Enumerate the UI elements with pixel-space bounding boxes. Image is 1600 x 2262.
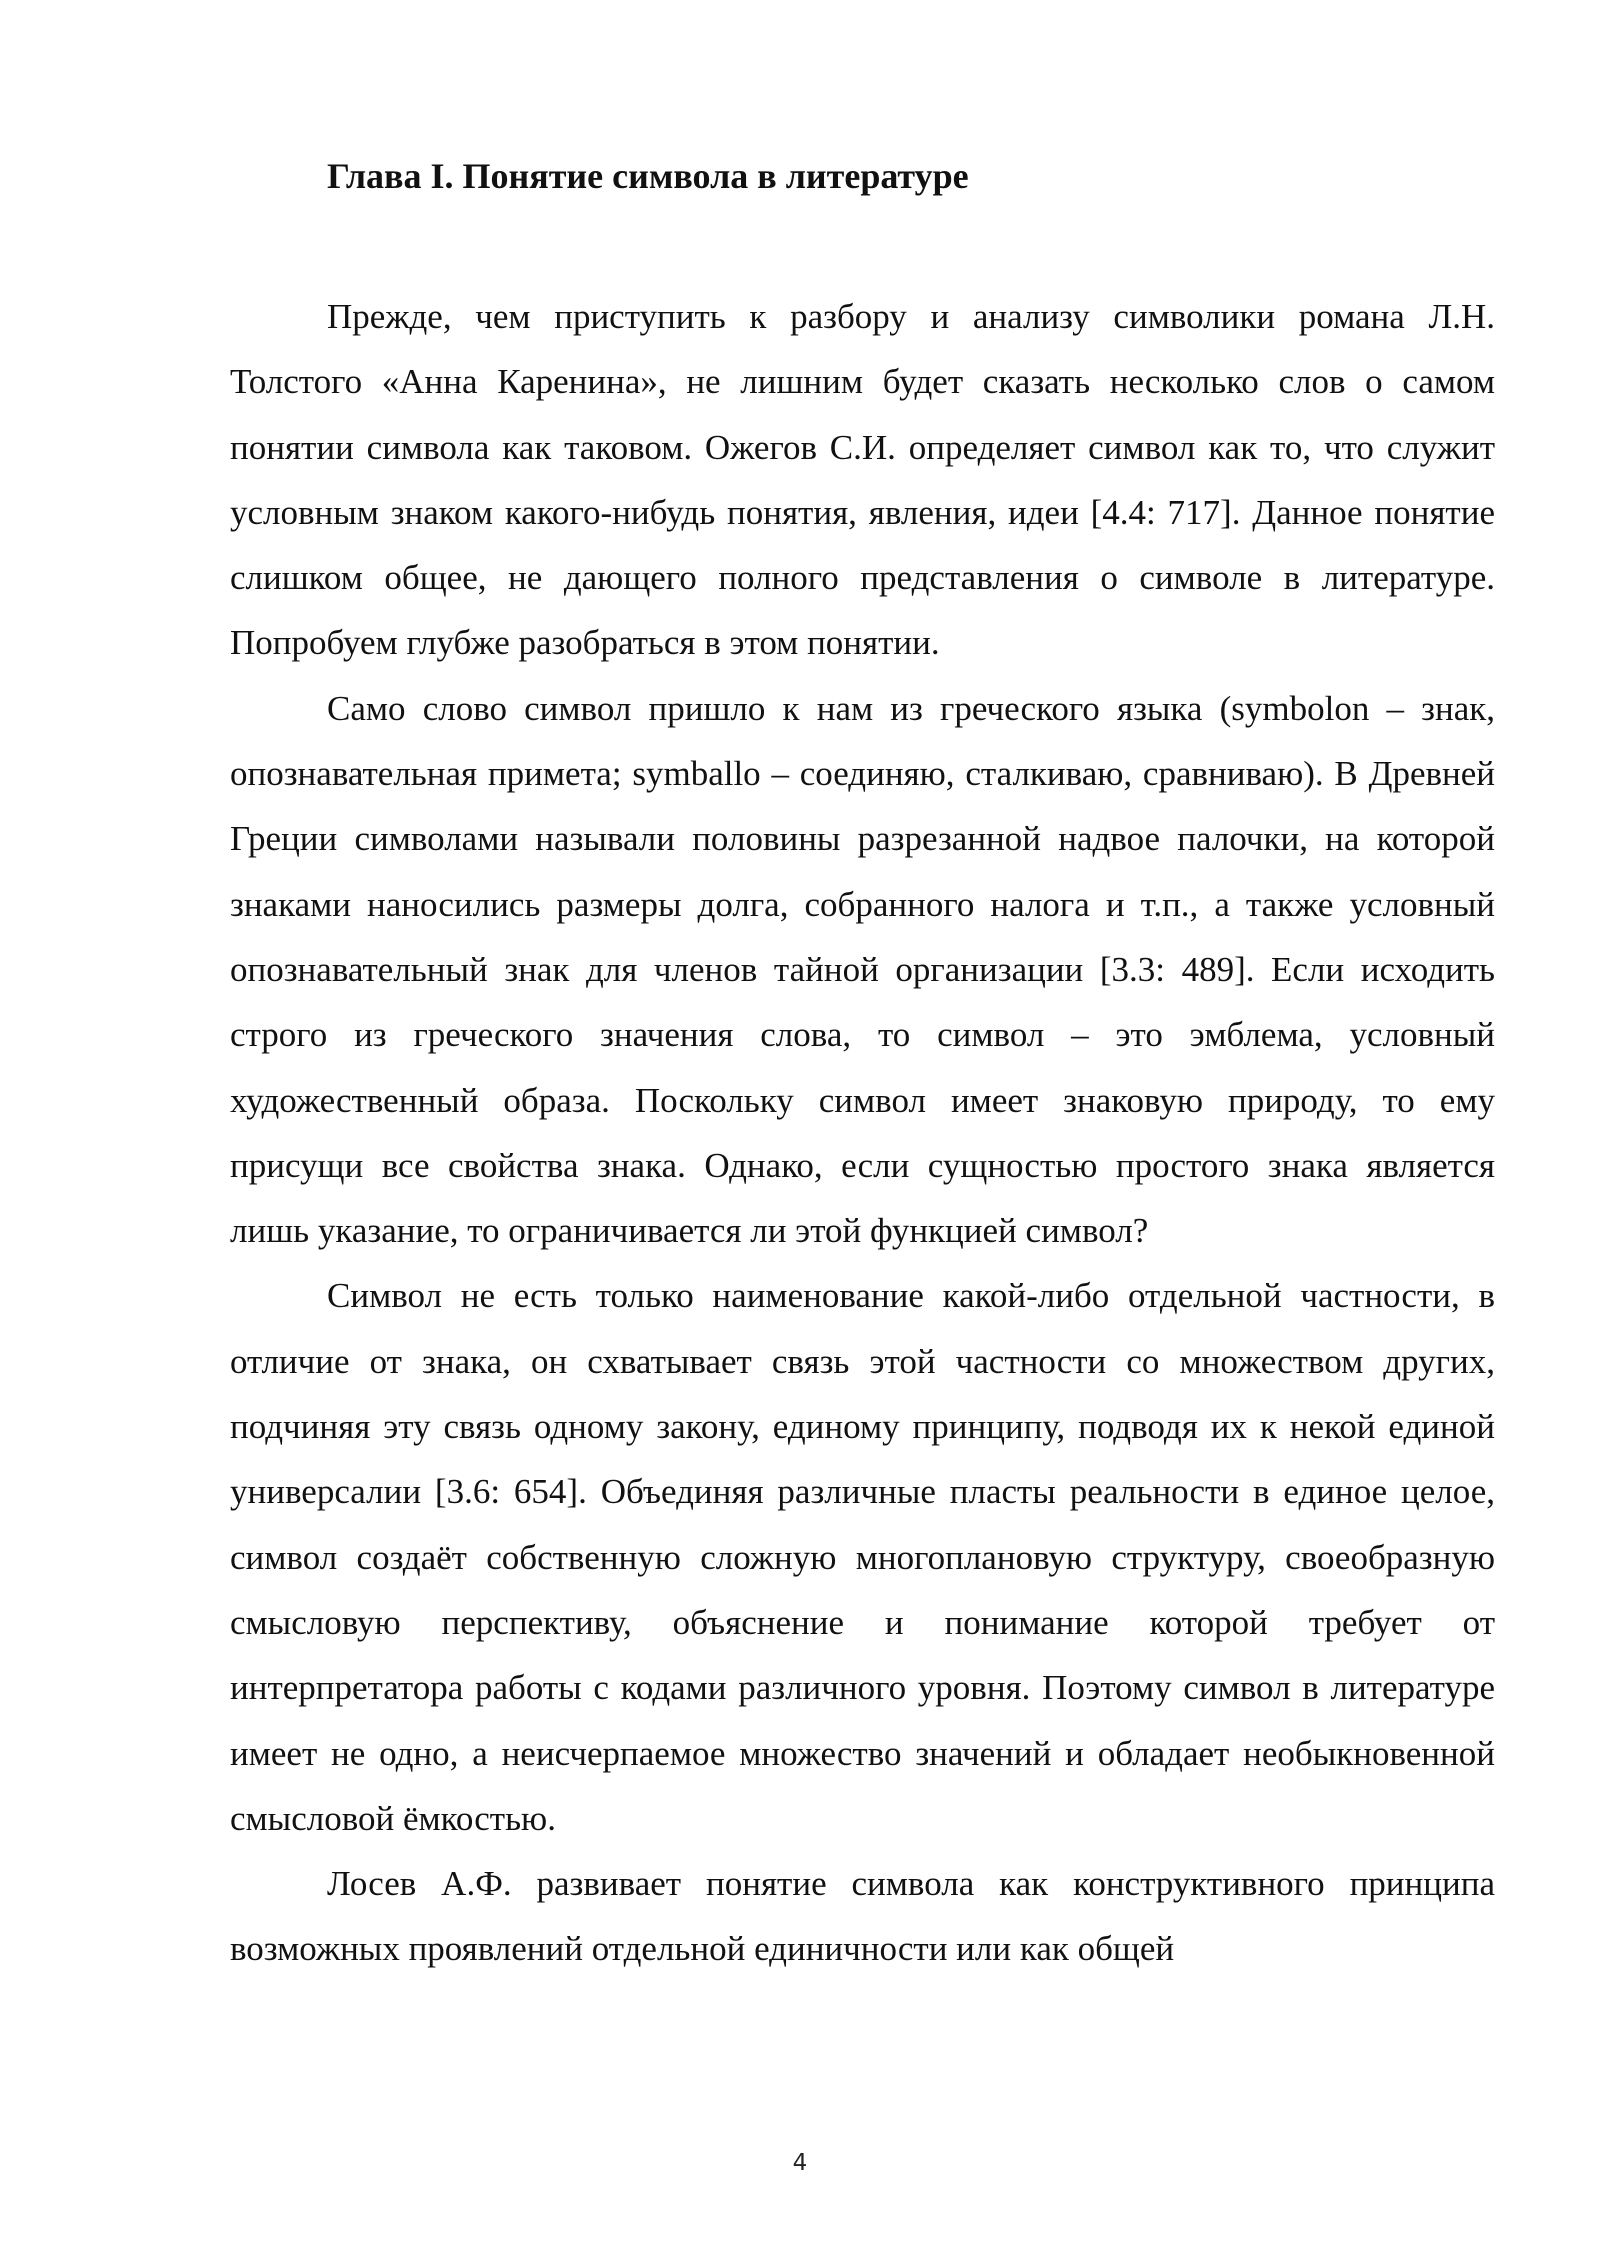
body-text [230, 284, 1495, 1982]
page-number: 4 [792, 2150, 808, 2176]
paragraph-2: Само слово символ пришло к нам из греческого языка (symbolon – знак, опознавательная примета; symballo – соединяю, сталкиваю, сравниваю). В Древней Греции символами называли половины разрезанной надвое палочки, на которой знаками наносились размеры долга, собранного налога и т.п., а также условный опознавательный знак для членов тайной организации [3.3: 489]. Если исходить строго из греческого значения слова, то символ – это эмблема, условный художественный образа. Поскольку символ имеет знаковую природу, то ему присущи все свойства знака. Однако, если сущностью простого знака является лишь указание, то ограничивается ли этой функцией символ? [230, 688, 1495, 1251]
chapter-heading: Глава I. Понятие символа в литературе [327, 156, 969, 196]
paragraph-3: Символ не есть только наименование какой-либо отдельной частности, в отличие от знака, он схватывает связь этой частности со множеством других, подчиняя эту связь одному закону, единому принципу, подводя их к некой единой универсалии [3.6: 654]. Объединяя различные пласты реальности в единое целое, символ создаёт собственную сложную многоплановую структуру, своеобразную смысловую перспективу, объяснение и понимание которой требует от интерпретатора работы с кодами различного уровня. Поэтому символ в литературе имеет не одно, а неисчерпаемое множество значений и обладает необыкновенной смысловой ёмкостью. [230, 1276, 1495, 1838]
paragraph-1: Прежде, чем приступить к разбору и анализу символики романа Л.Н. Толстого «Анна Каренина», не лишним будет сказать несколько слов о самом понятии символа как таковом. Ожегов С.И. определяет символ как то, что служит условным знаком какого-нибудь понятия, явления, идеи [4.4: 717]. Данное понятие слишком общее, не дающего полного представления о символе в литературе. Попробуем глубже разобраться в этом понятии. [230, 297, 1495, 663]
paragraph-4: Лосев А.Ф. развивает понятие символа как конструктивного принципа возможных проявлений отдельной единичности или как общей [230, 1864, 1495, 1969]
